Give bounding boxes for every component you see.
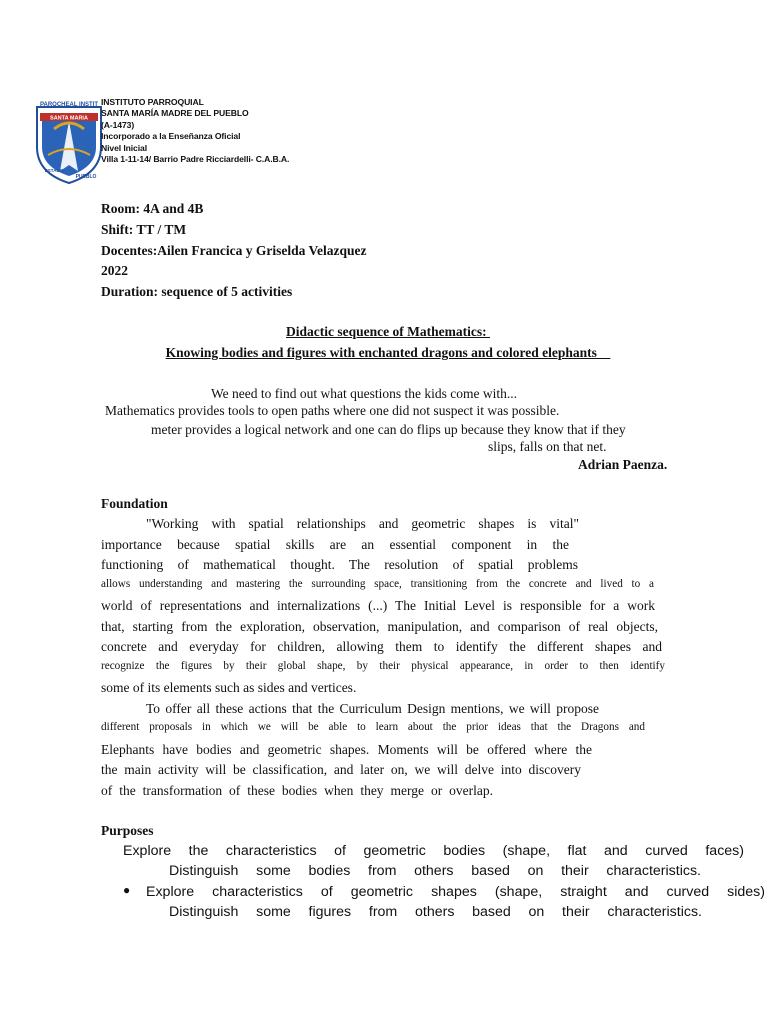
foundation-line: that, starting from the exploration, observation, manipulation, and comparison of real objects, <box>101 619 658 634</box>
quote-author: Adrian Paenza. <box>578 457 668 472</box>
foundation-line: To offer all these actions that the Curriculum Design mentions, we will propose <box>146 701 599 716</box>
document-title-line-1: Didactic sequence of Mathematics: <box>286 324 490 339</box>
quote-line: We need to find out what questions the kids come with... <box>211 386 517 401</box>
foundation-line: of the transformation of these bodies when they merge or overlap. <box>101 783 493 798</box>
purpose-item-sub: Distinguish some bodies from others based on their characteristics. <box>169 863 701 879</box>
foundation-line: recognize the figures by their global shape, by their physical appearance, in order to then identify <box>101 660 665 672</box>
purpose-item-sub: Distinguish some figures from others based on their characteristics. <box>169 904 702 920</box>
purposes-heading: Purposes <box>101 823 154 838</box>
institute-line: Nivel Inicial <box>101 142 147 153</box>
institute-header <box>101 97 289 165</box>
room-line: Room: 4A and 4B <box>101 201 204 216</box>
purpose-item-main: Explore characteristics of geometric shapes (shape, straight and curved sides) <box>146 884 765 900</box>
foundation-line: the main activity will be classification, and later on, we will delve into discovery <box>101 762 581 777</box>
foundation-line: Elephants have bodies and geometric shapes. Moments will be offered where the <box>101 742 592 757</box>
foundation-line: allows understanding and mastering the surrounding space, transitioning from the concrete and lived to a <box>101 578 654 590</box>
document-title-line-2: Knowing bodies and figures with enchanted dragons and colored elephants <box>165 345 611 360</box>
purpose-item-main: Explore the characteristics of geometric bodies (shape, flat and curved faces) <box>123 843 744 859</box>
school-emblem-icon <box>34 99 104 185</box>
foundation-line: "Working with spatial relationships and geometric shapes is vital" <box>146 516 579 531</box>
emblem-bottom-left-text: ESTADO <box>44 168 64 173</box>
foundation-line: world of representations and internalizations (...) The Initial Level is responsible for a work <box>101 598 655 613</box>
emblem-bottom-right-text: PUEBLO <box>75 174 97 180</box>
foundation-line: functioning of mathematical thought. The resolution of spatial problems <box>101 557 578 572</box>
institute-line: SANTA MARÍA MADRE DEL PUEBLO <box>101 108 249 119</box>
quote-line: Mathematics provides tools to open paths where one did not suspect it was possible. <box>105 403 560 418</box>
year-line: 2022 <box>101 263 128 279</box>
quote-line: slips, falls on that net. <box>488 439 607 454</box>
foundation-heading: Foundation <box>101 496 168 511</box>
institute-line: (A-1473) <box>101 119 135 130</box>
teachers-line: Docentes:Ailen Francica y Griselda Velazquez <box>101 242 367 258</box>
institute-line: Villa 1-11-14/ Barrio Padre Ricciardelli- C.A.B.A. <box>101 154 290 165</box>
duration-line: Duration: sequence of 5 activities <box>101 284 293 300</box>
institute-line: Incorporado a la Enseñanza Oficial <box>101 131 241 142</box>
emblem-top-text: PAROCHEAL INSTIT <box>39 102 99 108</box>
emblem-band-text: SANTA MARIA <box>50 115 88 122</box>
quote-line: meter provides a logical network and one can do flips up because they know that if they <box>151 422 626 437</box>
foundation-line: some of its elements such as sides and vertices. <box>101 680 357 695</box>
institute-line: INSTITUTO PARROQUIAL <box>101 97 204 107</box>
shift-line: Shift: TT / TM <box>101 221 187 237</box>
foundation-line: importance because spatial skills are an essential component in the <box>101 537 569 552</box>
course-info <box>101 199 366 303</box>
foundation-line: concrete and everyday for children, allowing them to identify the different shapes and <box>101 639 662 654</box>
bullet-icon: ● <box>123 883 131 897</box>
foundation-line: different proposals in which we will be able to learn about the prior ideas that the Dragons and <box>101 721 645 733</box>
